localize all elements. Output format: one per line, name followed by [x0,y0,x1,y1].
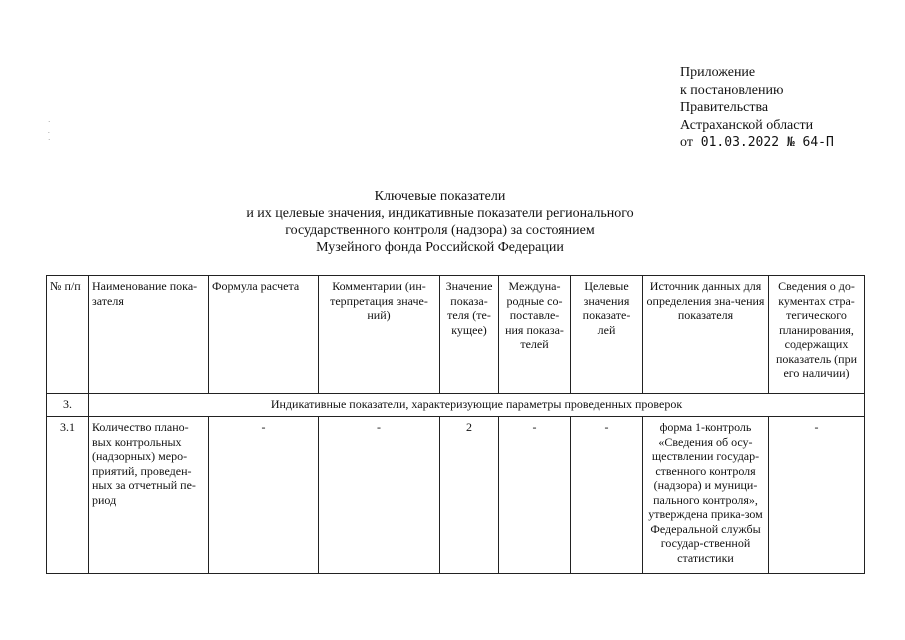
section-row [47,394,865,417]
appendix-date-value: 01.03.2022 № 64-П [700,135,834,150]
row-international: - [499,417,571,574]
appendix-line-3: Правительства [680,100,769,115]
header-documents: Сведения о до-кументах стра-тегического планирования, содержащих показатель (при его наличии) [769,276,865,394]
table-row [47,417,865,574]
appendix-date-line [680,134,895,152]
scan-specks: · . · [48,118,51,144]
appendix-line-4: Астраханской области [680,117,814,133]
row-target: - [571,417,643,574]
header-target: Целевые значения показате-лей [571,276,643,394]
header-name: Наименование пока-зателя [89,276,209,394]
header-formula: Формула расчета [209,276,319,394]
header-value: Значение показа-теля (те-кущее) [440,276,499,394]
title-line-4: Музейного фонда Российской Федерации [316,240,564,255]
row-number: 3.1 [47,417,89,574]
header-number: № п/п [47,276,89,394]
row-current-value: 2 [440,417,499,574]
title-line-3: государственного контроля (надзора) за состоянием [285,223,595,238]
header-comments: Комментарии (ин-терпретация значе-ний) [319,276,440,394]
section-number: 3. [47,394,89,417]
title-line-2: и их целевые значения, индикативные показатели регионального [246,206,634,221]
indicators-table [46,275,865,574]
row-formula: - [209,417,319,574]
appendix-date-prefix: от [680,135,693,150]
row-documents: - [769,417,865,574]
appendix-block [680,64,895,152]
appendix-line-2: к постановлению [680,82,784,98]
header-international: Междуна-родные со-поставле-ния показа-телей [499,276,571,394]
row-comments: - [319,417,440,574]
section-title: Индикативные показатели, характеризующие параметры проведенных проверок [89,394,865,417]
row-source: форма 1-контроль «Сведения об осу-ществлении государ-ственного контроля (надзора) и муници-пального контроля», утверждена прика-зом Федеральной службы государ-ственной статистики [643,417,769,574]
row-indicator-name: Количество плано-вых контрольных (надзорных) меро-приятий, проведен-ных за отчетный пе-риод [89,417,209,574]
title-line-1: Ключевые показатели [374,189,506,204]
appendix-line-1: Приложение [680,65,756,80]
table-header-row [47,276,865,394]
header-source: Источник данных для определения зна-чения показателя [643,276,769,394]
document-title [180,188,700,256]
